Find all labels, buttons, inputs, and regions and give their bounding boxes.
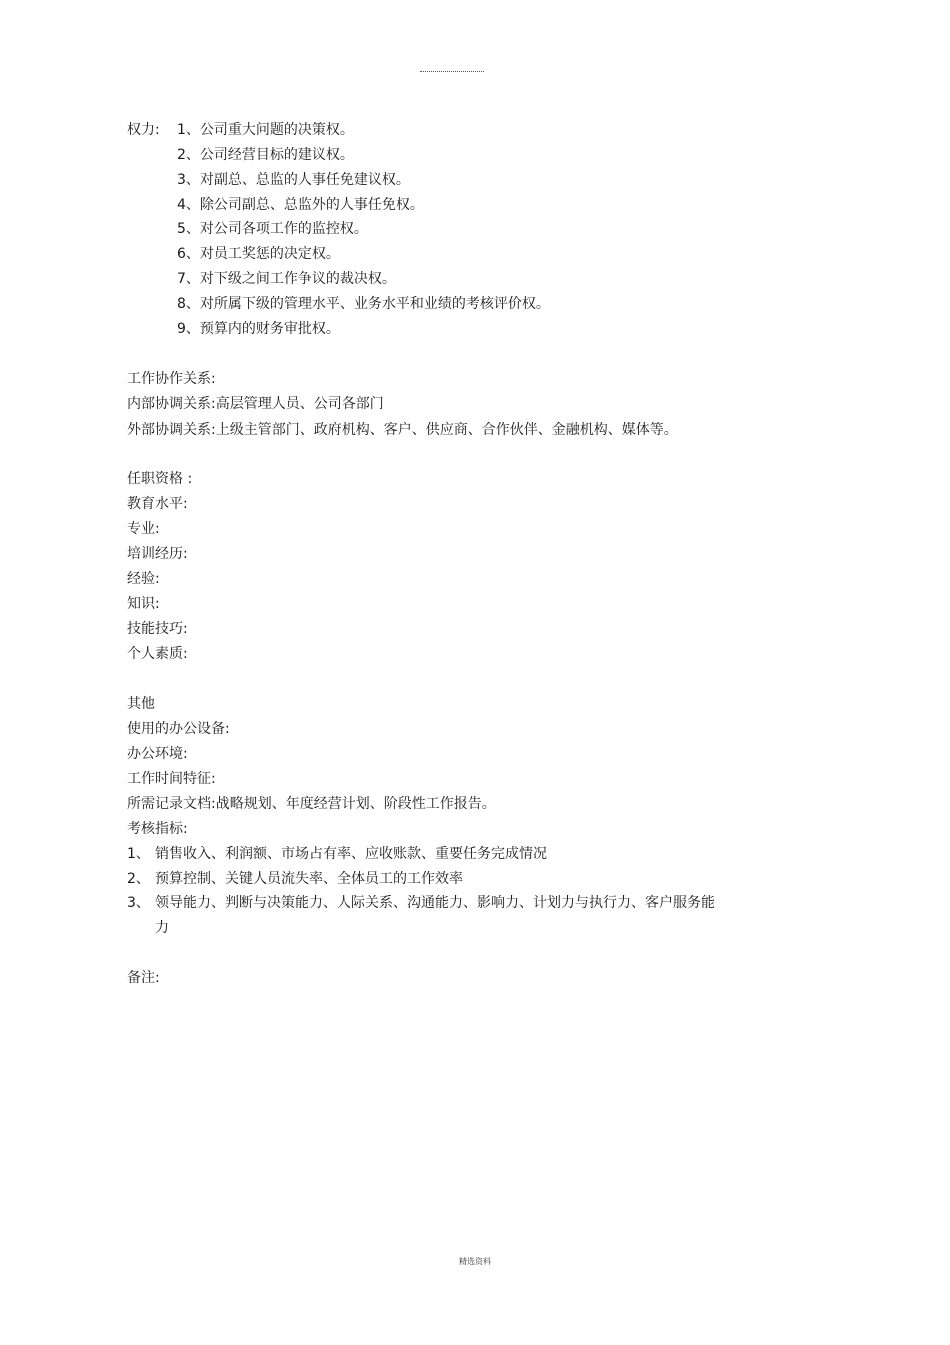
- cooperation-title: 工作协作关系:: [127, 371, 216, 387]
- kpi-text-3-cont: 力: [155, 920, 169, 936]
- power-item-5: 5、对公司各项工作的监控权。: [177, 221, 368, 237]
- page-footer: 精选资料: [459, 1257, 491, 1266]
- other-work-time: 工作时间特征:: [127, 771, 216, 787]
- power-item-3: 3、对副总、总监的人事任免建议权。: [177, 172, 410, 188]
- power-item-7: 7、对下级之间工作争议的裁决权。: [177, 271, 396, 287]
- kpi-text-3: 领导能力、判断与决策能力、人际关系、沟通能力、影响力、计划力与执行力、客户服务能: [155, 895, 715, 911]
- power-item-6: 6、对员工奖惩的决定权。: [177, 246, 340, 262]
- kpi-text-2: 预算控制、关键人员流失率、全体员工的工作效率: [155, 871, 463, 887]
- header-dotted-line: [420, 71, 484, 72]
- power-item-9: 9、预算内的财务审批权。: [177, 321, 340, 337]
- kpi-num-2: 2、: [127, 871, 150, 887]
- power-item-4: 4、除公司副总、总监外的人事任免权。: [177, 197, 424, 213]
- other-kpi-title: 考核指标:: [127, 821, 188, 837]
- cooperation-external: 外部协调关系:上级主管部门、政府机构、客户、供应商、合作伙伴、金融机构、媒体等。: [127, 422, 678, 438]
- other-title: 其他: [127, 696, 155, 712]
- power-item-8: 8、对所属下级的管理水平、业务水平和业绩的考核评价权。: [177, 296, 550, 312]
- other-documents: 所需记录文档:战略规划、年度经营计划、阶段性工作报告。: [127, 796, 496, 812]
- kpi-num-1: 1、: [127, 846, 150, 862]
- qualification-education: 教育水平:: [127, 496, 188, 512]
- power-item-2: 2、公司经营目标的建议权。: [177, 147, 354, 163]
- other-equipment: 使用的办公设备:: [127, 721, 230, 737]
- qualification-major: 专业:: [127, 521, 160, 537]
- qualifications-title: 任职资格 :: [127, 471, 193, 487]
- powers-label: 权力:: [127, 122, 160, 138]
- qualification-training: 培训经历:: [127, 546, 188, 562]
- power-item-1: 1、公司重大问题的决策权。: [177, 122, 354, 138]
- qualification-personal: 个人素质:: [127, 646, 188, 662]
- kpi-text-1: 销售收入、利润额、市场占有率、应收账款、重要任务完成情况: [155, 846, 547, 862]
- qualification-experience: 经验:: [127, 571, 160, 587]
- remarks-label: 备注:: [127, 970, 160, 986]
- kpi-num-3: 3、: [127, 895, 150, 911]
- qualification-skills: 技能技巧:: [127, 621, 188, 637]
- qualification-knowledge: 知识:: [127, 596, 160, 612]
- cooperation-internal: 内部协调关系:高层管理人员、公司各部门: [127, 396, 384, 412]
- other-environment: 办公环境:: [127, 746, 188, 762]
